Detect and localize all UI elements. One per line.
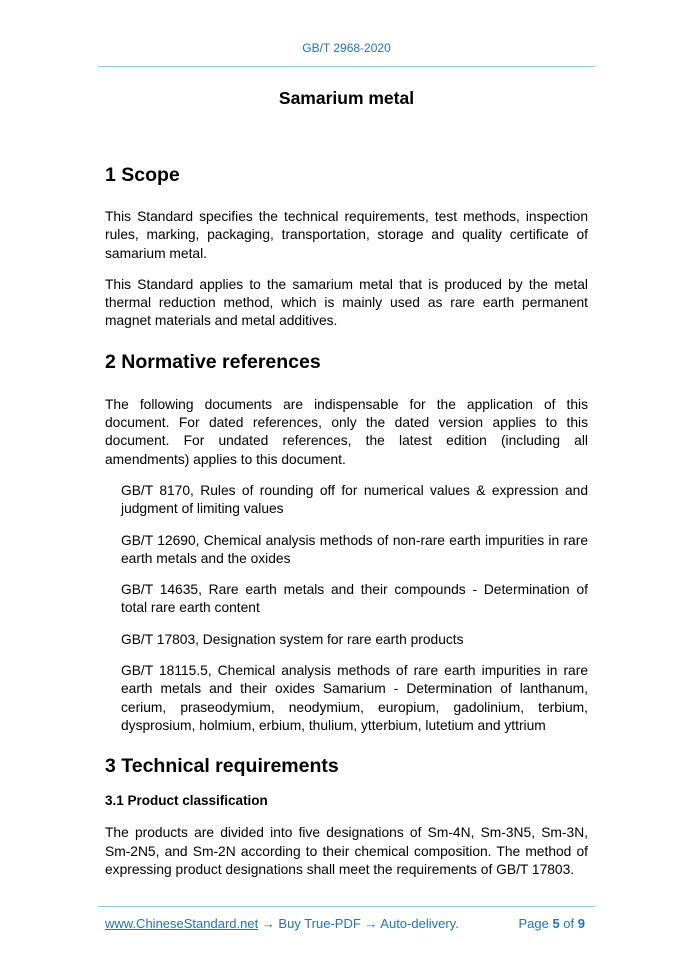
- website-link[interactable]: www.ChineseStandard.net: [105, 916, 259, 931]
- footer-tagline: → Buy True-PDF → Auto-delivery.: [258, 916, 459, 931]
- footer-promo: [105, 916, 459, 931]
- classification-paragraph: The products are divided into five designations of Sm-4N, Sm-3N5, Sm-3N, Sm-2N5, and Sm-2N according to their chemical composition. The method of expressing product designations shall meet the requirements of GB/T 17803.: [105, 825, 588, 877]
- standard-code: GB/T 2968-2020: [302, 41, 391, 55]
- document-title: Samarium metal: [278, 88, 415, 108]
- scope-paragraph-2: This Standard applies to the samarium metal that is produced by the metal thermal reduction method, which is mainly used as rare earth permanent magnet materials and metal additives.: [105, 276, 588, 329]
- section-1-heading: 1 Scope: [105, 164, 180, 186]
- section-3-heading: 3 Technical requirements: [105, 755, 339, 778]
- page-body: [105, 88, 588, 879]
- footer-divider: [98, 906, 595, 907]
- header-divider: [98, 66, 595, 67]
- reference-item: GB/T 14635, Rare earth metals and their compounds - Determination of total rare earth content: [121, 582, 588, 616]
- reference-item: GB/T 8170, Rules of rounding off for numerical values & expression and judgment of limiting values: [121, 482, 588, 517]
- reference-item: GB/T 12690, Chemical analysis methods of non-rare earth impurities in rare earth metals and the oxides: [121, 532, 588, 566]
- reference-item: GB/T 17803, Designation system for rare earth products: [121, 631, 464, 647]
- page-of: of: [563, 916, 575, 931]
- page-indicator: [518, 916, 585, 931]
- page-current: 5: [552, 916, 560, 931]
- subsection-3-1-heading: 3.1 Product classification: [105, 793, 268, 809]
- section-2-heading: 2 Normative references: [105, 350, 321, 373]
- page-footer: [105, 916, 585, 931]
- scope-paragraph-1: This Standard specifies the technical requirements, test methods, inspection rules, marking, packaging, transportation, storage and quality certificate of samarium metal.: [105, 209, 588, 261]
- page-total: 9: [577, 916, 585, 931]
- page-label: Page: [518, 916, 549, 931]
- reference-item: GB/T 18115.5, Chemical analysis methods of rare earth impurities in rare earth metals and their oxides Samarium - Determination of lanthanum, cerium, praseodymium, neodymium, europium, gadolinium, terbium, dysprosium, holmium, erbium, thulium, ytterbium, lutetium and yttrium: [121, 663, 588, 733]
- normative-intro: The following documents are indispensable for the application of this document. For dated references, only the dated version applies to this document. For undated references, the latest edition (including all amendments) applies to this document.: [105, 396, 588, 467]
